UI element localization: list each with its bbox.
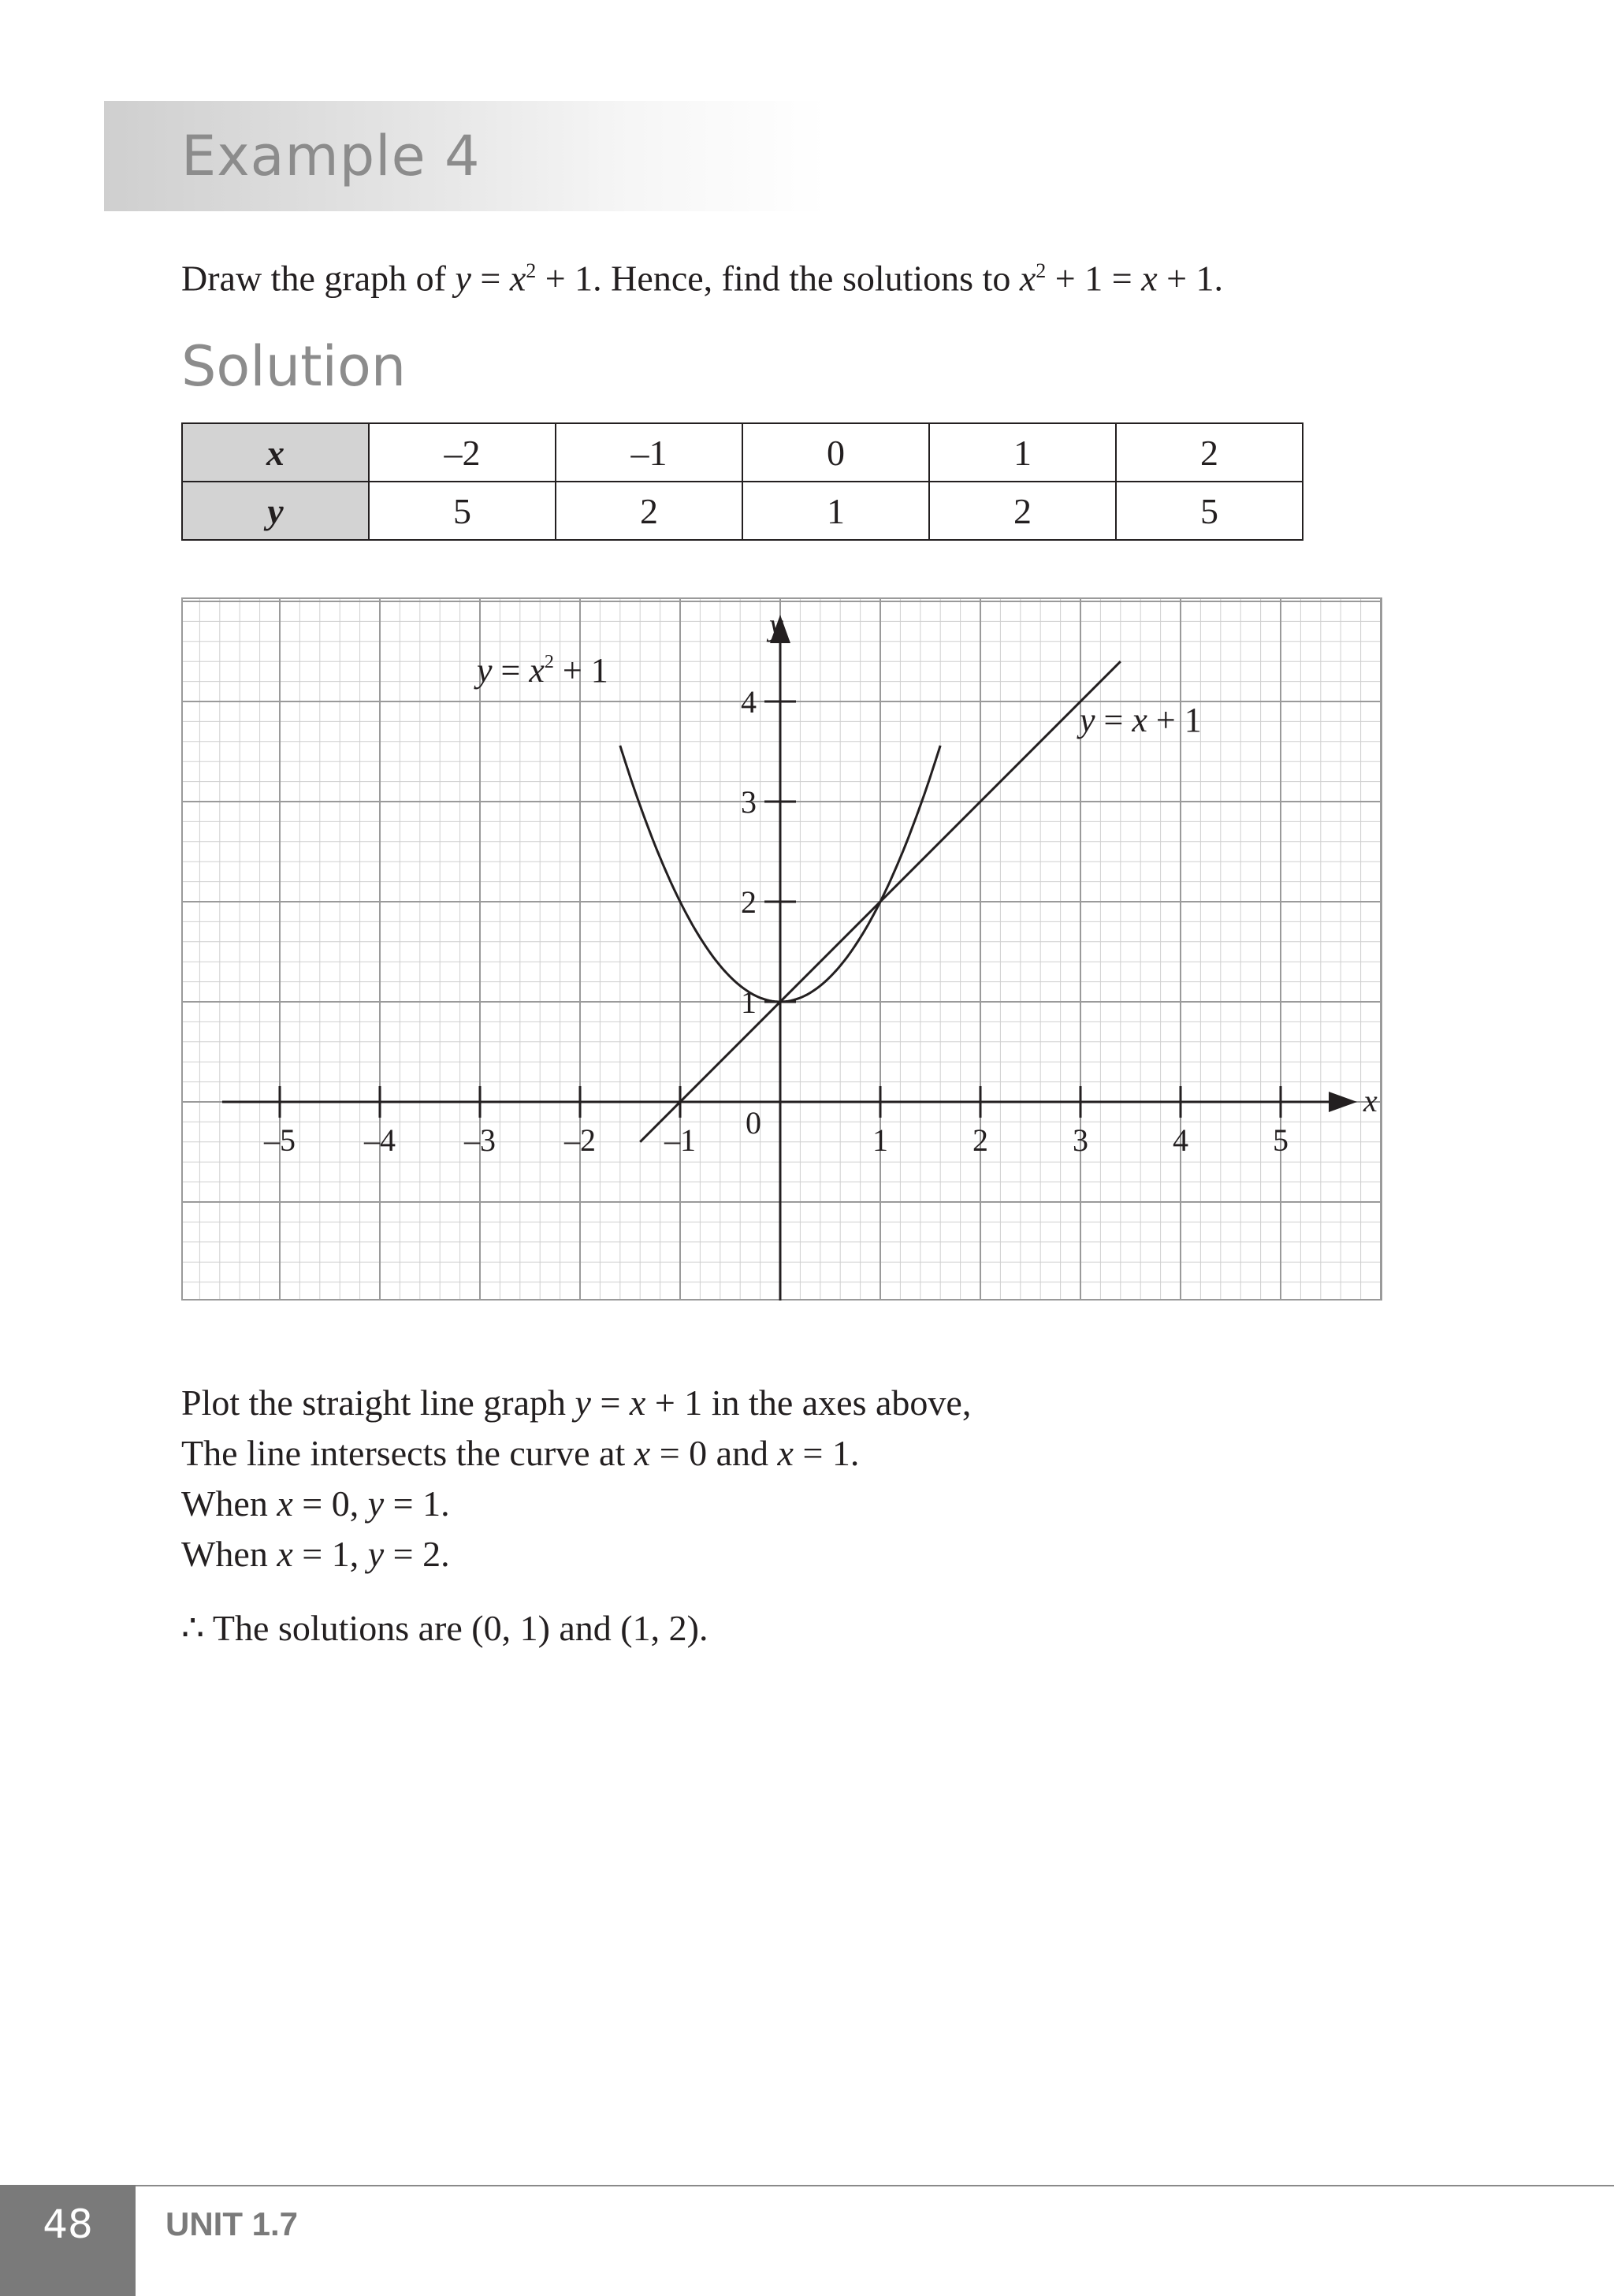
explanation-line-2 bbox=[181, 1428, 971, 1479]
text: = 1. bbox=[793, 1433, 860, 1473]
table-header-x: x bbox=[182, 423, 369, 482]
table-header-y: y bbox=[182, 482, 369, 540]
problem-statement bbox=[181, 246, 1223, 303]
y-tick-label: 4 bbox=[741, 684, 757, 720]
solution-heading: Solution bbox=[181, 334, 407, 399]
text: = 0 and bbox=[650, 1433, 778, 1473]
explanation-line-1 bbox=[181, 1378, 971, 1428]
unit-label: UNIT 1.7 bbox=[165, 2205, 299, 2242]
origin-label: 0 bbox=[746, 1105, 761, 1141]
math-var: y bbox=[367, 1483, 385, 1524]
x-tick-label: 2 bbox=[972, 1122, 988, 1158]
table-row-y bbox=[182, 482, 1303, 540]
explanation-line-3 bbox=[181, 1479, 971, 1529]
explanation bbox=[181, 1378, 971, 1580]
label-text: + 1 bbox=[553, 651, 608, 690]
x-tick-label: –5 bbox=[264, 1122, 296, 1158]
example-title: Example 4 bbox=[181, 124, 481, 188]
problem-text: = bbox=[470, 258, 510, 299]
text: Plot the straight line graph bbox=[181, 1382, 575, 1423]
line-label bbox=[1077, 701, 1202, 739]
table-cell: 1 bbox=[929, 423, 1116, 482]
exponent: 2 bbox=[1036, 259, 1047, 282]
x-tick-label: –1 bbox=[664, 1122, 696, 1158]
values-table bbox=[181, 422, 1303, 541]
table-row-x bbox=[182, 423, 1303, 482]
conclusion: ∴ The solutions are (0, 1) and (1, 2). bbox=[181, 1608, 708, 1648]
label-text: = bbox=[1095, 701, 1132, 739]
math-var: y bbox=[367, 1534, 385, 1574]
text: When bbox=[181, 1483, 277, 1524]
x-tick-label: 3 bbox=[1073, 1122, 1088, 1158]
x-axis-arrow-icon bbox=[1329, 1092, 1357, 1112]
y-axis-label: y bbox=[769, 607, 783, 642]
math-var: x bbox=[529, 651, 545, 690]
y-tick-label: 1 bbox=[741, 984, 757, 1020]
explanation-line-4 bbox=[181, 1529, 971, 1580]
table-cell: 2 bbox=[556, 482, 742, 540]
x-tick-label: 5 bbox=[1273, 1122, 1289, 1158]
footer-rule bbox=[0, 2185, 1614, 2186]
text: = 1. bbox=[384, 1483, 450, 1524]
problem-text: + 1. bbox=[1157, 258, 1224, 299]
label-text: + 1 bbox=[1147, 701, 1202, 739]
problem-text: + 1 = bbox=[1046, 258, 1142, 299]
x-tick-label: 1 bbox=[872, 1122, 888, 1158]
math-var: y bbox=[575, 1382, 591, 1423]
graph-svg bbox=[181, 597, 1382, 1301]
math-var: x bbox=[634, 1433, 651, 1473]
math-var: x bbox=[1019, 258, 1036, 299]
table-cell: 1 bbox=[742, 482, 929, 540]
math-var: x bbox=[629, 1382, 646, 1423]
text: = 2. bbox=[384, 1534, 450, 1574]
math-var: x bbox=[777, 1433, 794, 1473]
table-cell: 5 bbox=[1116, 482, 1303, 540]
math-var: y bbox=[477, 651, 493, 690]
problem-text: Draw the graph of bbox=[181, 258, 456, 299]
x-tick-label: –3 bbox=[464, 1122, 496, 1158]
math-var: y bbox=[1080, 701, 1095, 739]
table-cell: –2 bbox=[369, 423, 556, 482]
problem-text: + 1. Hence, find the solutions to bbox=[536, 258, 1020, 299]
math-var: x bbox=[277, 1534, 293, 1574]
table-cell: 2 bbox=[929, 482, 1116, 540]
text: + 1 in the axes above, bbox=[645, 1382, 972, 1423]
y-tick-label: 3 bbox=[741, 784, 757, 820]
math-var: x bbox=[1141, 258, 1158, 299]
text: When bbox=[181, 1534, 277, 1574]
math-var: x bbox=[277, 1483, 293, 1524]
graph bbox=[181, 597, 1382, 1301]
text: = 0, bbox=[292, 1483, 368, 1524]
page-number: 48 bbox=[43, 2201, 93, 2247]
curve-label bbox=[474, 651, 608, 690]
exponent: 2 bbox=[544, 652, 554, 672]
x-tick-label: –4 bbox=[364, 1122, 396, 1158]
table-cell: 2 bbox=[1116, 423, 1303, 482]
text: = bbox=[590, 1382, 630, 1423]
math-var: x bbox=[509, 258, 526, 299]
table-cell: –1 bbox=[556, 423, 742, 482]
table-cell: 5 bbox=[369, 482, 556, 540]
text: The line intersects the curve at bbox=[181, 1433, 634, 1473]
x-axis-label: x bbox=[1363, 1083, 1378, 1118]
math-var: x bbox=[1132, 701, 1147, 739]
text: = 1, bbox=[292, 1534, 368, 1574]
label-text: = bbox=[492, 651, 530, 690]
y-tick-label: 2 bbox=[741, 884, 757, 920]
exponent: 2 bbox=[526, 259, 537, 282]
x-tick-label: –2 bbox=[564, 1122, 596, 1158]
math-var: y bbox=[455, 258, 471, 299]
x-tick-label: 4 bbox=[1173, 1122, 1188, 1158]
table-cell: 0 bbox=[742, 423, 929, 482]
